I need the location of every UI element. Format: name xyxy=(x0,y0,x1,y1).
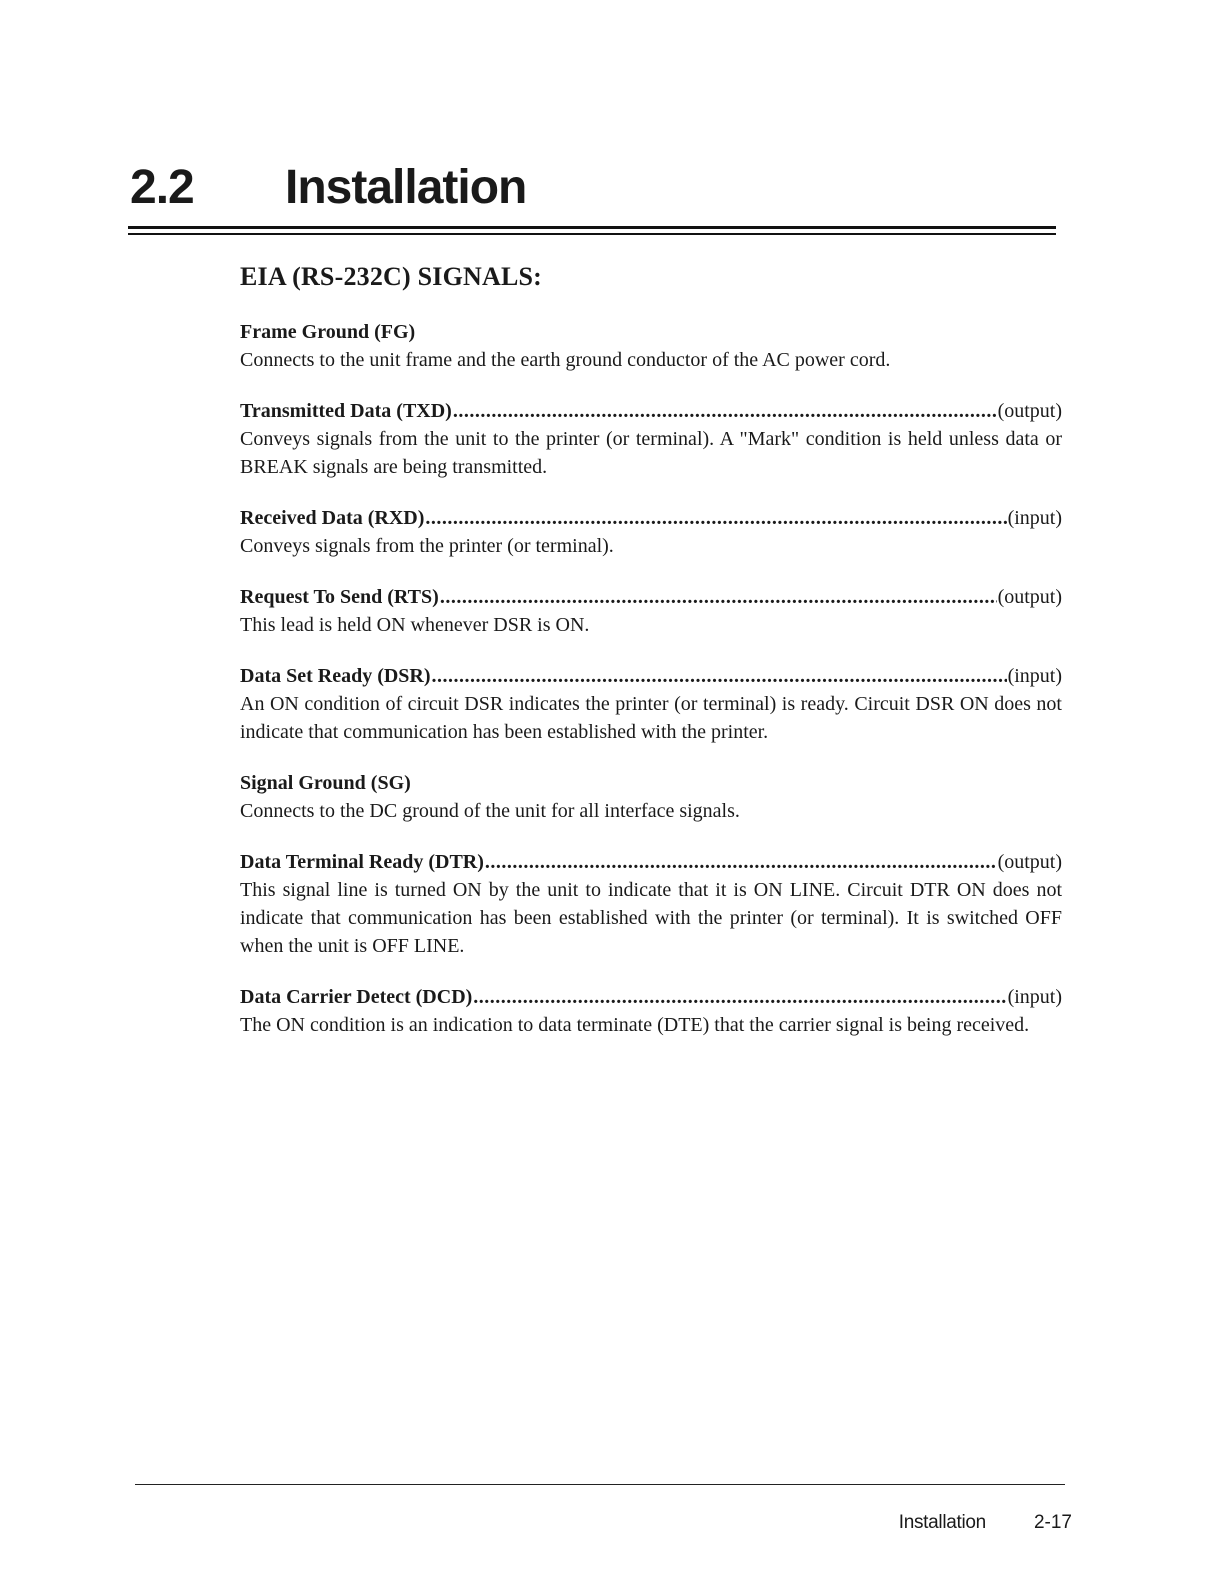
signal-name: Request To Send (RTS) xyxy=(240,586,439,608)
signal-direction: (input) xyxy=(1007,665,1062,687)
signal-term-line xyxy=(240,983,1062,1011)
dot-leader xyxy=(473,983,1006,1011)
footer-label: Installation xyxy=(898,1512,986,1533)
signal-name: Signal Ground (SG) xyxy=(240,772,411,794)
signal-entry xyxy=(240,662,1062,746)
dot-leader xyxy=(432,662,1007,690)
page-number: 2-17 xyxy=(1033,1512,1072,1533)
signal-description: This lead is held ON whenever DSR is ON. xyxy=(240,614,590,636)
signal-entry xyxy=(240,397,1062,481)
signal-entry xyxy=(240,769,1062,825)
signal-entry xyxy=(240,583,1062,639)
signal-entry xyxy=(240,318,1062,374)
signal-description: This signal line is turned ON by the unit to indicate that it is ON LINE. Circuit DTR ON does not indicate that communication has been established with the printer (or terminal). It is switched OFF when the unit is OFF LINE. xyxy=(240,879,1062,957)
signal-term-line xyxy=(240,583,1062,611)
signal-direction: (input) xyxy=(1007,507,1062,529)
signal-term-line xyxy=(240,769,1062,797)
header-rule xyxy=(128,226,1056,229)
footer-rule xyxy=(135,1484,1065,1485)
signal-description: Conveys signals from the printer (or terminal). xyxy=(240,535,614,557)
signal-description: Connects to the unit frame and the earth ground conductor of the AC power cord. xyxy=(240,349,891,371)
signal-entry xyxy=(240,983,1062,1039)
page-footer xyxy=(899,1512,1072,1534)
section-title: Installation xyxy=(285,161,527,214)
signal-name: Data Terminal Ready (DTR) xyxy=(240,851,484,873)
signal-description: An ON condition of circuit DSR indicates the printer (or terminal) is ready. Circuit DSR ON does not indicate that communication has been established with the printer. xyxy=(240,693,1062,743)
dot-leader xyxy=(453,397,997,425)
signal-term-line xyxy=(240,397,1062,425)
signal-description: Connects to the DC ground of the unit for all interface signals. xyxy=(240,800,740,822)
signal-name: Received Data (RXD) xyxy=(240,507,425,529)
signal-direction: (output) xyxy=(997,851,1062,873)
signal-name: Transmitted Data (TXD) xyxy=(240,400,452,422)
signal-term-line xyxy=(240,318,1062,346)
signal-entry xyxy=(240,504,1062,560)
signals-heading: EIA (RS-232C) SIGNALS: xyxy=(240,262,543,291)
signal-name: Data Carrier Detect (DCD) xyxy=(240,986,473,1008)
dot-leader xyxy=(485,848,997,876)
signal-direction: (output) xyxy=(997,586,1062,608)
signal-name: Data Set Ready (DSR) xyxy=(240,665,431,687)
dot-leader xyxy=(425,504,1006,532)
signal-direction: (output) xyxy=(997,400,1062,422)
signal-description: The ON condition is an indication to data terminate (DTE) that the carrier signal is being received. xyxy=(240,1014,1030,1036)
signal-entry xyxy=(240,848,1062,960)
header-rule-secondary xyxy=(128,233,1056,235)
signal-term-line xyxy=(240,662,1062,690)
dot-leader xyxy=(440,583,997,611)
signal-direction: (input) xyxy=(1007,986,1062,1008)
signal-name: Frame Ground (FG) xyxy=(240,321,416,343)
section-number: 2.2 xyxy=(130,161,194,214)
signal-term-line xyxy=(240,848,1062,876)
signal-description: Conveys signals from the unit to the printer (or terminal). A "Mark" condition is held unless data or BREAK signals are being transmitted. xyxy=(240,428,1062,478)
page-content xyxy=(240,262,1062,1062)
signal-term-line xyxy=(240,504,1062,532)
